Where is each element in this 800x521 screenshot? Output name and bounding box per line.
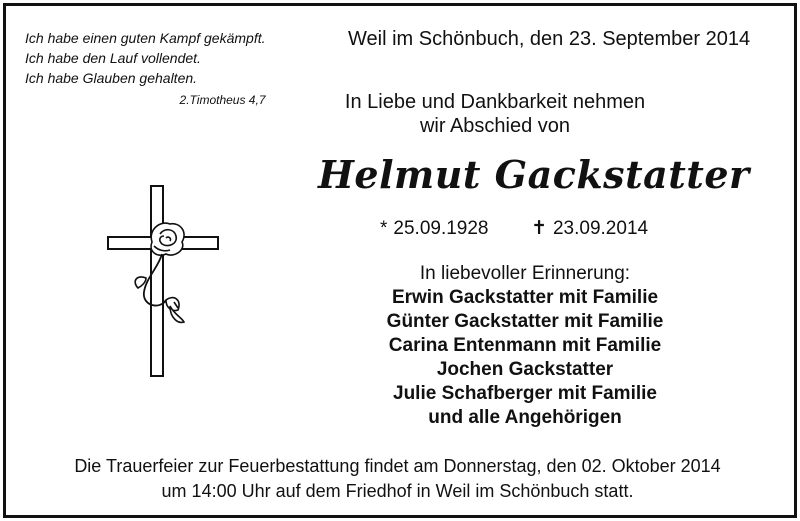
verse-line: Ich habe den Lauf vollendet. [25,50,201,66]
life-dates [380,217,648,240]
funeral-info-line: Die Trauerfeier zur Feuerbestattung findet am Donnerstag, den 02. Oktober 2014 [74,456,721,476]
mourner-entry: Carina Entenmann mit Familie [388,335,662,356]
mourner-entry: Julie Schafberger mit Familie [393,383,657,404]
remembrance-block [340,262,710,430]
mourner-entry: Erwin Gackstatter mit Familie [391,287,659,308]
mourner-entry: Jochen Gackstatter [436,359,614,380]
birth-symbol: * [380,218,388,239]
place-and-date: Weil im Schönbuch, den 23. September 2014 [348,28,751,50]
funeral-info [10,454,785,504]
death-symbol: ✝ [531,218,547,239]
verse-line: Ich habe Glauben gehalten. [25,70,198,86]
intro-line: In Liebe und Dankbarkeit nehmen [344,91,646,113]
verse-line: Ich habe einen guten Kampf gekämpft. [25,30,266,46]
deceased-name: Helmut Gackstatter [318,152,750,197]
birth-date: 25.09.1928 [393,218,489,239]
verse-reference: 2.Timotheus 4,7 [179,93,266,107]
mourner-entry: Günter Gackstatter mit Familie [386,311,664,332]
bible-verse [25,28,266,110]
intro-line: wir Abschied von [419,115,571,137]
mourner-entry: und alle Angehörigen [428,407,622,428]
death-date: 23.09.2014 [552,218,649,239]
cross-with-rose-icon [104,182,224,382]
intro-text [330,90,660,138]
remembrance-heading: In liebevoller Erinnerung: [419,263,631,284]
funeral-info-line: um 14:00 Uhr auf dem Friedhof in Weil im Schönbuch statt. [161,481,634,501]
